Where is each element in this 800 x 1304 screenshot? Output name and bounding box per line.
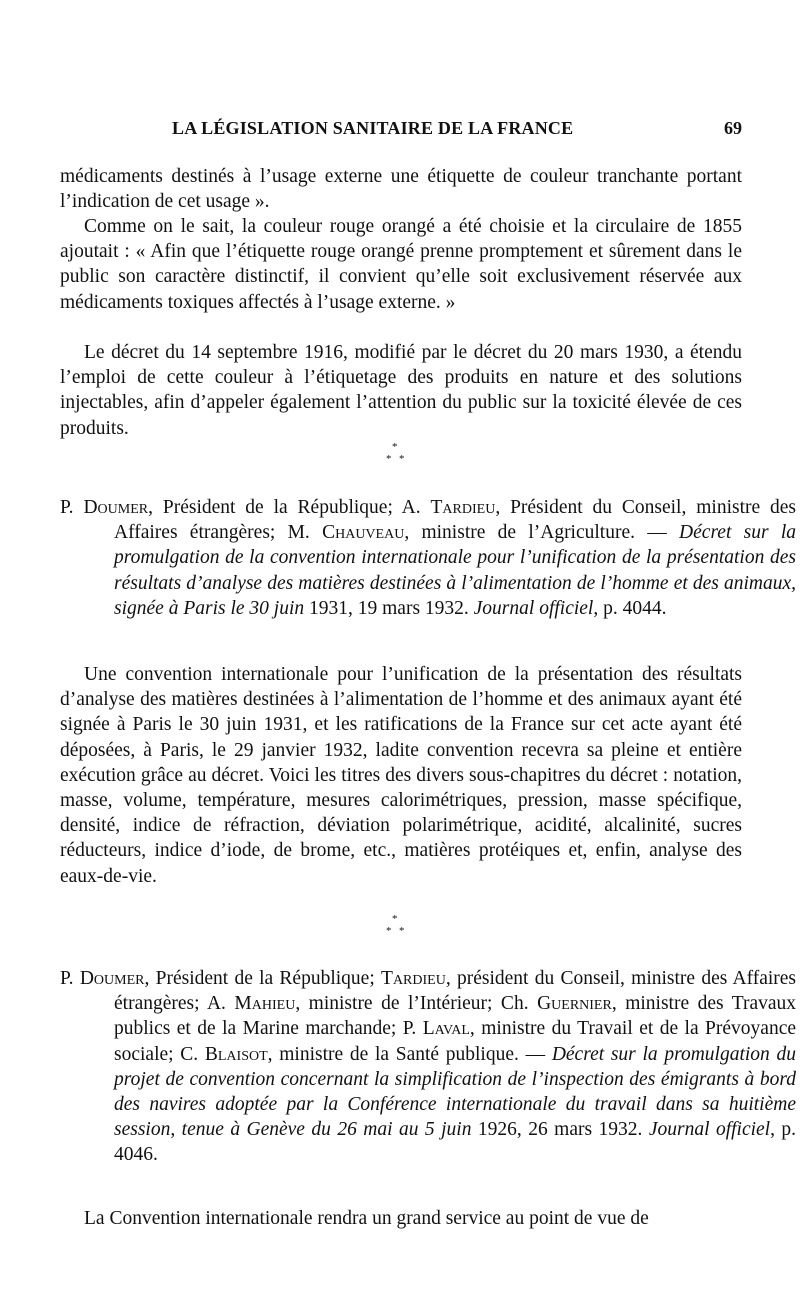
decree-heading-1 — [60, 495, 796, 621]
section-separator — [382, 914, 412, 938]
text: , ministre du Travail et de la Prévoyance sociale; C. — [114, 1018, 797, 1065]
separator-star: * — [386, 453, 392, 465]
name-doumer: Doumer — [79, 968, 145, 989]
separator-star: * — [392, 913, 398, 925]
name-chauveau: Chauveau — [322, 522, 405, 544]
text: , ministre de l’Intérieur; Ch. — [295, 993, 529, 1015]
journal-officiel: Journal officiel — [648, 1119, 771, 1141]
paragraph-convention-analysis: Une convention internationale pour l’unification de la présentation des résultats d’analyse des matières destinées à l’alimentation de l’homme et des animaux ayant été signée à Paris le 30 juin 1931, et les ratifications de la France sur cet acte ayant été déposées, à Paris, le 29 janvier 1932, ladite convention recevra sa pleine et entière exécution grâce au décret. Voici les titres des divers sous-chapitres du décret : notation, masse, volume, température, mesures calorimétriques, pression, masse spécifique, densité, indice de réfraction, déviation polarimétrique, acidité, alcalinité, sucres réducteurs, indice d’iode, de brome, etc., matières protéiques et, enfin, analyse des eaux-de-vie. — [60, 664, 742, 887]
journal-page: , p. 4044. — [593, 597, 667, 619]
text: , Président de la République; A. — [148, 497, 421, 518]
paragraph-continued: médicaments destinés à l’usage externe une étiquette de couleur tranchante portant l’indication de cet usage ». — [60, 166, 742, 213]
separator-star: * — [392, 441, 398, 453]
name-blaisot: Blaisot — [204, 1043, 268, 1065]
paragraph-convention-service: La Convention internationale rendra un grand service au point de vue de — [84, 1208, 649, 1229]
separator-star: * — [386, 925, 392, 937]
decree-date: juin — [273, 597, 305, 619]
text: , Président du Conseil, ministre des Affaires étrangères; M. — [114, 497, 797, 544]
name-tardieu: Tardieu — [430, 497, 496, 518]
name-doumer: Doumer — [83, 497, 149, 518]
decree-heading-2 — [60, 966, 796, 1168]
journal-officiel: Journal officiel — [473, 597, 594, 619]
decree-title: Décret sur la promulgation du projet de convention concernant la simplification de l’inspection des émigrants à bord des navires adoptée par la Conférence internationale du travail dans sa huitième session, tenue à Genève du 26 mai au 5 juin — [114, 1043, 797, 1141]
name-guernier: Guernier — [537, 993, 612, 1015]
paragraph-decree-1916: Le décret du 14 septembre 1916, modifié par le décret du 20 mars 1930, a étendu l’emploi de cette couleur à l’étiquetage des produits en nature et des solutions injectables, afin d’appeler également l’attention du public sur la toxicité élevée de ces produits. — [60, 342, 742, 439]
name-mahieu: Mahieu — [234, 993, 296, 1015]
name-laval: Laval — [422, 1018, 470, 1040]
text: , ministre de l’Agriculture. — — [404, 522, 667, 544]
journal-page: , p. 4046. — [114, 1119, 797, 1166]
initial: P. — [60, 968, 74, 989]
paragraph-red-label: Comme on le sait, la couleur rouge orangé a été choisie et la circulaire de 1855 ajoutait : « Afin que l’étiquette rouge orangé prenne promptement et sûrement dans le public son caractère distinctif, il convient qu’elle soit exclusivement réservée aux médicaments toxiques affectés à l’usage externe. » — [60, 216, 742, 313]
separator-star: * — [399, 925, 405, 937]
decree-title: Décret sur la promulgation de la convention internationale pour l’unification de la présentation des résultats d’analyse des matières destinées à l’alimentation de l’homme et des animaux, signée à Paris le 30 — [114, 522, 797, 619]
text: , Président de la République; — [144, 968, 375, 989]
section-separator — [382, 442, 412, 466]
running-header — [60, 118, 742, 142]
name-tardieu: Tardieu — [381, 968, 446, 989]
page-number: 69 — [724, 118, 742, 138]
separator-star: * — [399, 453, 405, 465]
decree-dates: 1926, 26 mars 1932. — [477, 1119, 643, 1141]
decree-dates: 1931, 19 mars 1932. — [309, 597, 469, 619]
running-title: LA LÉGISLATION SANITAIRE DE LA FRANCE — [172, 118, 574, 138]
text: , ministre des Travaux publics et de la Marine marchande; P. — [114, 993, 797, 1040]
initial: P. — [60, 497, 74, 518]
text: , ministre de la Santé publique. — — [267, 1043, 546, 1065]
text: , président du Conseil, ministre des Affaires étrangères; A. — [114, 968, 797, 1015]
